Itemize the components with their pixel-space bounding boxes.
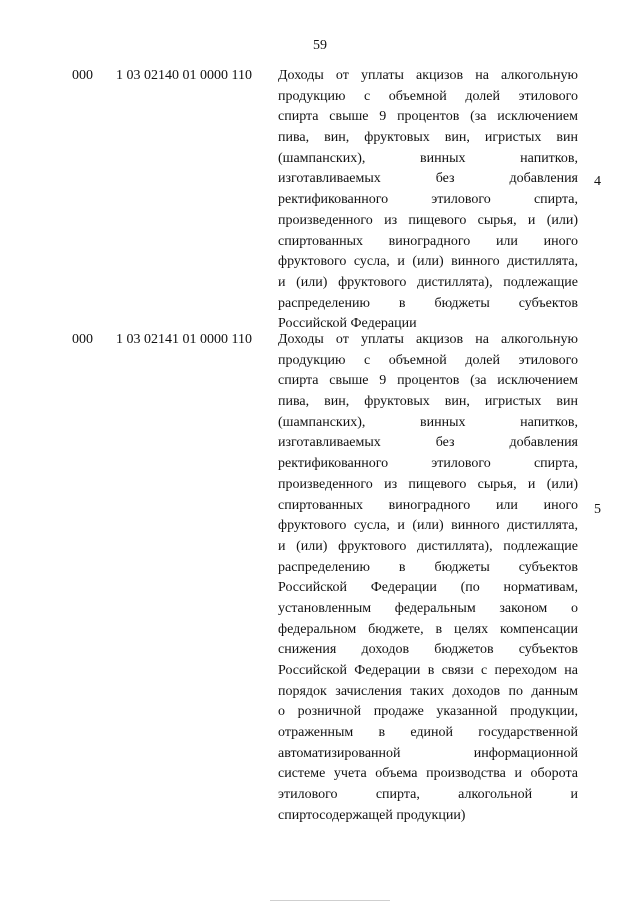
administrator-code: 000 [72, 68, 93, 83]
description-line: Российской Федерации в связи с переходом на [278, 663, 578, 678]
table-row [0, 66, 640, 336]
description-line: и (или) фруктового дистиллята), подлежащие [278, 274, 578, 290]
description-line: порядок зачисления таких доходов по данным [278, 683, 578, 699]
table-row [0, 330, 640, 830]
description-line: системе учета объема производства и оборота [278, 766, 578, 782]
budget-classification-code: 1 03 02140 01 0000 110 [116, 68, 252, 83]
description-line: Российской Федерации (по нормативам, [278, 580, 578, 596]
description-line: продукцию с объемной долей этилового [278, 352, 578, 368]
description-line: произведенного из пищевого сырья, и (или) [278, 476, 578, 492]
description-line: изготавливаемых без добавления [278, 435, 578, 451]
description-line: федеральном бюджете, в целях компенсации [278, 621, 578, 637]
distribution-norm: 4 [594, 174, 601, 189]
description-line: спиртованных виноградного или иного [278, 233, 578, 249]
description-line: автоматизированной информационной [278, 745, 578, 761]
description-line: изготавливаемых без добавления [278, 171, 578, 187]
description-line: распределению в бюджеты субъектов [278, 295, 578, 311]
description-line: спирта свыше 9 процентов (за исключением [278, 373, 578, 389]
description-line: Доходы от уплаты акцизов на алкогольную [278, 332, 578, 347]
administrator-code: 000 [72, 332, 93, 347]
description-line: (шампанских), винных напитков, [278, 414, 578, 430]
description-line: произведенного из пищевого сырья, и (или) [278, 212, 578, 228]
description-line: этилового спирта, алкогольной и [278, 787, 578, 803]
description-line: установленным федеральным законом о [278, 600, 578, 616]
distribution-norm: 5 [594, 502, 601, 517]
scan-edge-line [270, 900, 390, 901]
page-number: 59 [313, 38, 327, 53]
description-line: и (или) фруктового дистиллята), подлежащие [278, 538, 578, 554]
description-line: фруктового сусла, и (или) винного дистиллята, [278, 254, 578, 270]
budget-classification-code: 1 03 02141 01 0000 110 [116, 332, 252, 347]
description-line: пива, вин, фруктовых вин, игристых вин [278, 394, 578, 410]
description-line: фруктового сусла, и (или) винного дистиллята, [278, 518, 578, 534]
income-description [278, 330, 578, 827]
description-line: спиртосодержащей продукции) [278, 807, 466, 823]
description-line: о розничной продаже указанной продукции, [278, 704, 578, 720]
description-line: пива, вин, фруктовых вин, игристых вин [278, 130, 578, 146]
description-line: отраженным в единой государственной [278, 725, 578, 741]
description-line: спирта свыше 9 процентов (за исключением [278, 109, 578, 125]
description-line: Российской Федерации [278, 316, 417, 332]
description-line: снижения доходов бюджетов субъектов [278, 642, 578, 658]
description-line: ректификованного этилового спирта, [278, 192, 578, 208]
description-line: ректификованного этилового спирта, [278, 456, 578, 472]
description-line: (шампанских), винных напитков, [278, 150, 578, 166]
description-line: продукцию с объемной долей этилового [278, 88, 578, 104]
description-line: спиртованных виноградного или иного [278, 497, 578, 513]
description-line: Доходы от уплаты акцизов на алкогольную [278, 68, 578, 83]
income-description [278, 66, 578, 335]
description-line: распределению в бюджеты субъектов [278, 559, 578, 575]
